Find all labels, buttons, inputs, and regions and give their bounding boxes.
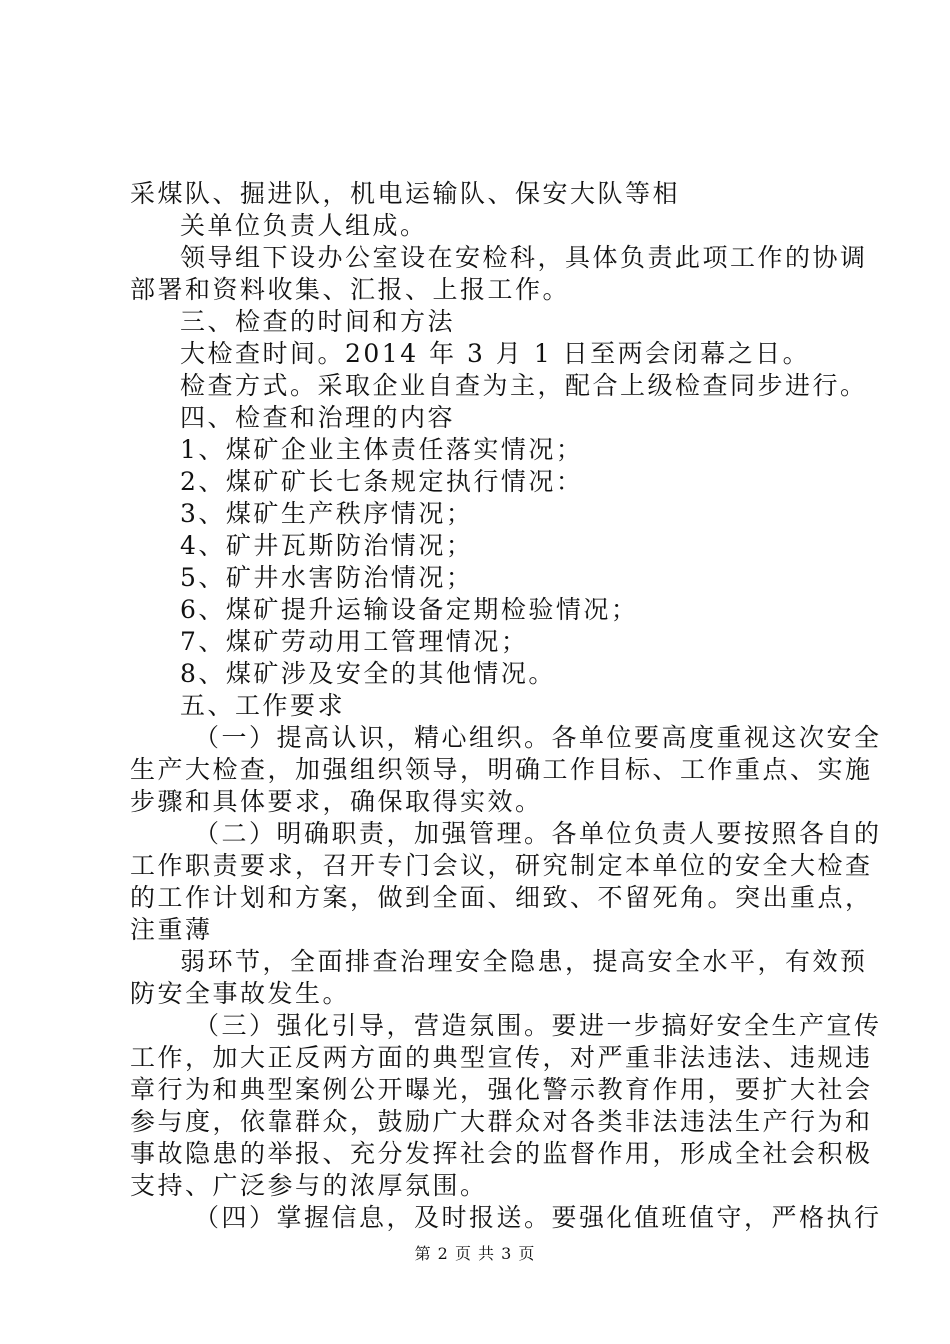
text-line-33: （四）掌握信息，及时报送。要强化值班值守，严格执行	[194, 1203, 882, 1232]
text-line-25: 弱环节，全面排查治理安全隐患，提高安全水平，有效预	[180, 947, 868, 976]
list-item-8: 8、煤矿涉及安全的其他情况。	[180, 659, 556, 688]
list-item-2: 2、煤矿矿长七条规定执行情况：	[180, 467, 584, 496]
text-line-6: 大检查时间。2014 年 3 月 1 日至两会闭幕之日。	[180, 339, 811, 368]
text-line-24: 注重薄	[130, 915, 213, 944]
text-line-31: 事故隐患的举报、充分发挥社会的监督作用，形成全社会积极	[130, 1139, 873, 1168]
text-line-7: 检查方式。采取企业自查为主，配合上级检查同步进行。	[180, 371, 868, 400]
text-line-20: 步骤和具体要求，确保取得实效。	[130, 787, 543, 816]
text-line-18: （一）提高认识，精心组织。各单位要高度重视这次安全	[194, 723, 882, 752]
text-line-1: 采煤队、掘进队，机电运输队、保安大队等相	[130, 179, 681, 208]
text-line-23: 的工作计划和方案，做到全面、细致、不留死角。突出重点，	[130, 883, 873, 912]
text-line-21: （二）明确职责，加强管理。各单位负责人要按照各自的	[194, 819, 882, 848]
text-line-32: 支持、广泛参与的浓厚氛围。	[130, 1171, 488, 1200]
text-line-22: 工作职责要求，召开专门会议，研究制定本单位的安全大检查	[130, 851, 873, 880]
text-line-3: 领导组下设办公室设在安检科，具体负责此项工作的协调	[180, 243, 868, 272]
text-line-2: 关单位负责人组成。	[180, 211, 428, 240]
list-item-6: 6、煤矿提升运输设备定期检验情况；	[180, 595, 639, 624]
text-line-28: 工作，加大正反两方面的典型宣传，对严重非法违法、违规违	[130, 1043, 873, 1072]
list-item-7: 7、煤矿劳动用工管理情况；	[180, 627, 529, 656]
section-heading-3: 三、检查的时间和方法	[180, 307, 456, 336]
section-heading-5: 五、工作要求	[180, 691, 346, 720]
list-item-5: 5、矿井水害防治情况；	[180, 563, 474, 592]
list-item-1: 1、煤矿企业主体责任落实情况；	[180, 435, 584, 464]
list-item-4: 4、矿井瓦斯防治情况；	[180, 531, 474, 560]
page-footer: 第 2 页 共 3 页	[414, 1244, 536, 1263]
text-line-26: 防安全事故发生。	[130, 979, 351, 1008]
text-line-27: （三）强化引导，营造氛围。要进一步搞好安全生产宣传	[194, 1011, 882, 1040]
text-line-4: 部署和资料收集、汇报、上报工作。	[130, 275, 571, 304]
list-item-3: 3、煤矿生产秩序情况；	[180, 499, 474, 528]
section-heading-4: 四、检查和治理的内容	[180, 403, 456, 432]
text-line-19: 生产大检查，加强组织领导，明确工作目标、工作重点、实施	[130, 755, 873, 784]
text-line-30: 参与度，依靠群众，鼓励广大群众对各类非法违法生产行为和	[130, 1107, 873, 1136]
text-line-29: 章行为和典型案例公开曝光，强化警示教育作用，要扩大社会	[130, 1075, 873, 1104]
